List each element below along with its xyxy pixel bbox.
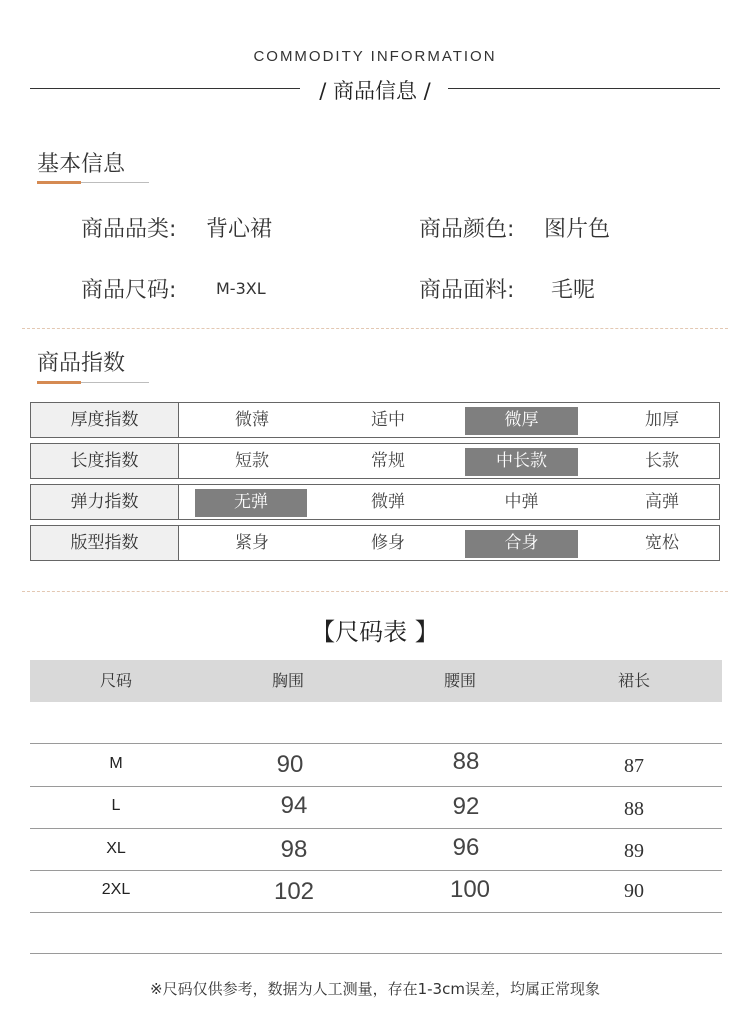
index-option-selected: 中长款 <box>496 451 547 471</box>
index-option: 微弹 <box>371 492 405 512</box>
index-row-length <box>30 443 720 479</box>
index-option: 加厚 <box>645 410 679 430</box>
category-label: 商品品类: <box>81 217 177 242</box>
cell-size: 2XL <box>101 881 131 898</box>
cell-length: 88 <box>624 798 644 820</box>
cell-waist: 92 <box>452 793 480 820</box>
basic-info-title: 基本信息 <box>37 152 126 177</box>
table-rule <box>30 953 722 954</box>
size-chart-title: 【尺码表 】 <box>311 618 439 646</box>
index-option-selected: 无弹 <box>234 492 268 512</box>
index-option: 短款 <box>235 451 269 471</box>
section-divider <box>22 591 728 592</box>
table-row <box>30 829 722 870</box>
index-label: 弹力指数 <box>31 485 179 519</box>
index-row-fit <box>30 525 720 561</box>
cell-bust: 90 <box>276 751 304 778</box>
index-option-selected: 合身 <box>504 533 539 553</box>
index-option: 宽松 <box>645 533 679 553</box>
measurement-note: ※尺码仅供参考，数据为人工测量，存在1-3cm误差，均属正常现象 <box>150 980 600 998</box>
header-rule-left <box>30 88 300 89</box>
index-option: 微薄 <box>235 410 269 430</box>
header-size: 尺码 <box>99 671 132 690</box>
index-option: 紧身 <box>235 533 269 553</box>
index-option: 修身 <box>371 533 405 553</box>
index-row-elasticity <box>30 484 720 520</box>
category-value: 背心裙 <box>206 217 273 242</box>
index-label: 厚度指数 <box>31 403 179 437</box>
header-rule-right <box>448 88 720 89</box>
index-option: 高弹 <box>645 492 679 512</box>
index-option: 常规 <box>371 451 405 471</box>
table-row <box>30 787 722 828</box>
cell-length: 90 <box>624 880 644 902</box>
header-bust: 胸围 <box>271 671 304 690</box>
index-title: 商品指数 <box>37 351 126 376</box>
size-label: 商品尺码: <box>81 278 177 303</box>
header-cn-title: / 商品信息 / <box>319 79 431 103</box>
index-option: 中弹 <box>504 492 539 512</box>
index-option: 适中 <box>371 410 405 430</box>
color-label: 商品颜色: <box>419 217 515 242</box>
cell-bust: 94 <box>280 792 308 819</box>
size-value: M-3XL <box>216 279 266 298</box>
index-option-selected: 微厚 <box>504 410 539 430</box>
cell-bust: 98 <box>280 836 308 863</box>
index-row-thickness <box>30 402 720 438</box>
cell-size: XL <box>106 840 126 857</box>
fabric-value: 毛呢 <box>551 278 596 303</box>
cell-waist: 88 <box>452 748 480 775</box>
cell-length: 89 <box>624 840 644 862</box>
fabric-label: 商品面料: <box>419 278 515 303</box>
header-en-title: COMMODITY INFORMATION <box>253 48 497 65</box>
cell-size: L <box>111 797 121 814</box>
cell-length: 87 <box>624 755 644 777</box>
cell-waist: 96 <box>452 834 480 861</box>
cell-bust: 102 <box>273 878 315 905</box>
index-label: 版型指数 <box>31 526 179 560</box>
size-table-header <box>30 660 722 702</box>
index-label: 长度指数 <box>31 444 179 478</box>
cell-waist: 100 <box>449 876 491 903</box>
basic-info-accent <box>37 181 81 184</box>
header-waist: 腰围 <box>443 671 476 690</box>
header-length: 裙长 <box>617 671 650 690</box>
color-value: 图片色 <box>544 217 611 242</box>
index-option: 长款 <box>645 451 679 471</box>
table-rule <box>30 912 722 913</box>
section-divider <box>22 328 728 329</box>
index-accent <box>37 381 81 384</box>
table-row <box>30 871 722 912</box>
table-row <box>30 744 722 786</box>
cell-size: M <box>109 755 123 772</box>
